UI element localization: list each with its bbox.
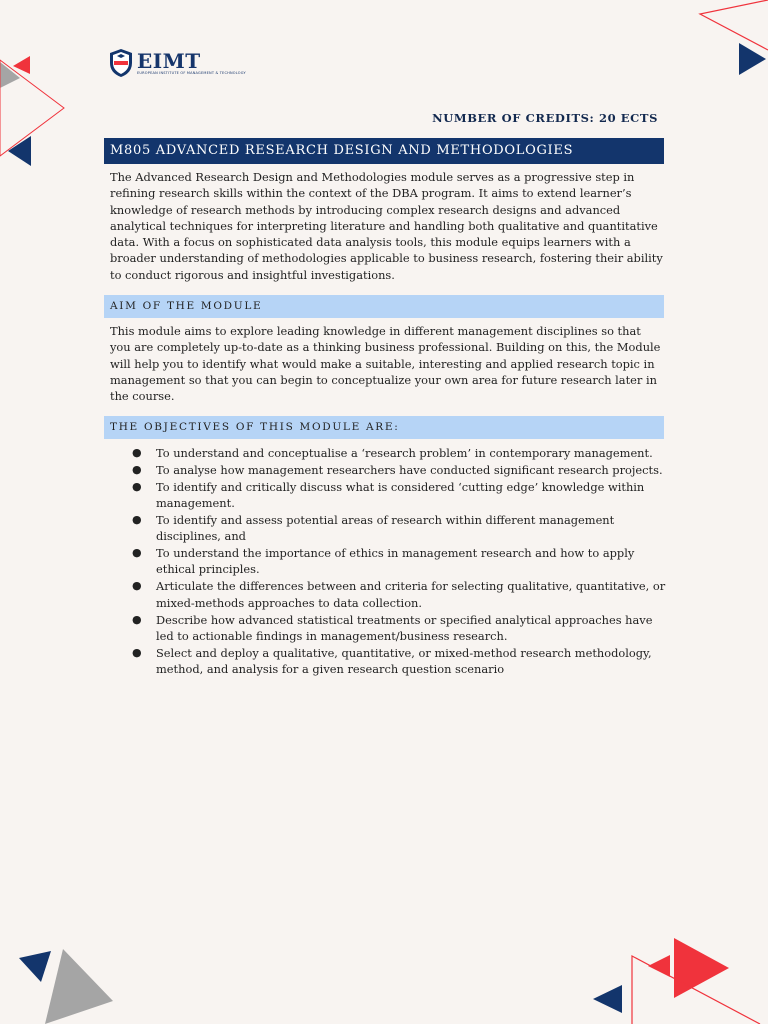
list-item: ● To identify and assess potential areas of research within different management disciplines, and	[132, 512, 615, 544]
navy-triangle-bottom-left	[19, 951, 51, 982]
bullet-icon: ●	[132, 546, 142, 560]
bullet-icon: ●	[132, 612, 142, 626]
bullet-icon: ●	[132, 479, 142, 493]
red-triangle-bottom-right	[674, 938, 729, 998]
list-item: ● Describe how advanced statistical treatments or specified analytical approaches have led to actionable findings in management/business research.	[132, 612, 653, 643]
grey-triangle-bottom-left	[45, 949, 113, 1024]
eimt-logo	[108, 48, 246, 78]
aim-paragraph: This module aims to explore leading knowledge in different management disciplines so that you are completely up-to-date as a thinking business professional. Building on this, the Module will help you to identify what would make a suitable, interesting and applied research topic in management so that you can begin to conceptualize your own area for future research later in the course.	[110, 324, 661, 404]
list-item: ● To understand the importance of ethics in management research and how to apply ethical principles.	[132, 546, 635, 577]
bullet-icon: ●	[132, 579, 142, 593]
logo-text: EIMT	[137, 49, 201, 73]
navy-triangle-top-right	[739, 43, 766, 75]
bullet-icon: ●	[132, 512, 142, 526]
red-outline-lines-top-right	[700, 0, 768, 50]
module-intro-paragraph: The Advanced Research Design and Methodologies module serves as a progressive step in refining research skills within the context of the DBA program. It aims to extend learner’s knowledge of research methods by introducing complex research designs and advanced analytical techniques for interpreting literature and handling both qualitative and quantitative data. With a focus on sophisticated data analysis tools, this module equips learners with a broader understanding of methodologies applicable to business research, fostering their ability to conduct rigorous and insightful investigations.	[110, 170, 663, 282]
red-outline-lines-bottom-right	[632, 956, 760, 1024]
bullet-icon: ●	[132, 645, 142, 659]
list-item: ● Articulate the differences between and criteria for selecting qualitative, quantitative, or mixed-methods approaches to data collection.	[132, 579, 666, 610]
bullet-icon: ●	[132, 446, 142, 459]
module-title-bar: M805 ADVANCED RESEARCH DESIGN AND METHODOLOGIES	[104, 138, 664, 164]
red-triangle-top-left	[13, 56, 30, 74]
navy-triangle-bottom-right	[593, 985, 622, 1013]
red-triangle-small-bottom-right	[648, 955, 670, 977]
list-item: ● Select and deploy a qualitative, quantitative, or mixed-method research methodology, method, and analysis for a given research question scenario	[132, 645, 652, 677]
navy-triangle-top-left	[8, 136, 31, 166]
list-item: ● To analyse how management researchers have conducted significant research projects.	[132, 462, 663, 477]
list-item: ● To identify and critically discuss what is considered ‘cutting edge’ knowledge within management.	[132, 479, 645, 511]
list-item: ● To understand and conceptualise a ‘research problem’ in contemporary management.	[132, 446, 653, 460]
grey-triangle-top-left	[0, 62, 20, 88]
credits-label: NUMBER OF CREDITS: 20 ECTS	[432, 111, 658, 125]
objectives-list	[110, 445, 666, 678]
bullet-icon: ●	[132, 462, 142, 476]
aim-heading: AIM OF THE MODULE	[104, 295, 664, 318]
logo-subtext: EUROPEAN INSTITUTE OF MANAGEMENT & TECHNOLOGY	[137, 71, 246, 75]
red-outline-triangle-top-left	[0, 60, 64, 156]
objectives-heading: THE OBJECTIVES OF THIS MODULE ARE:	[104, 416, 664, 439]
crest-icon	[108, 48, 134, 78]
